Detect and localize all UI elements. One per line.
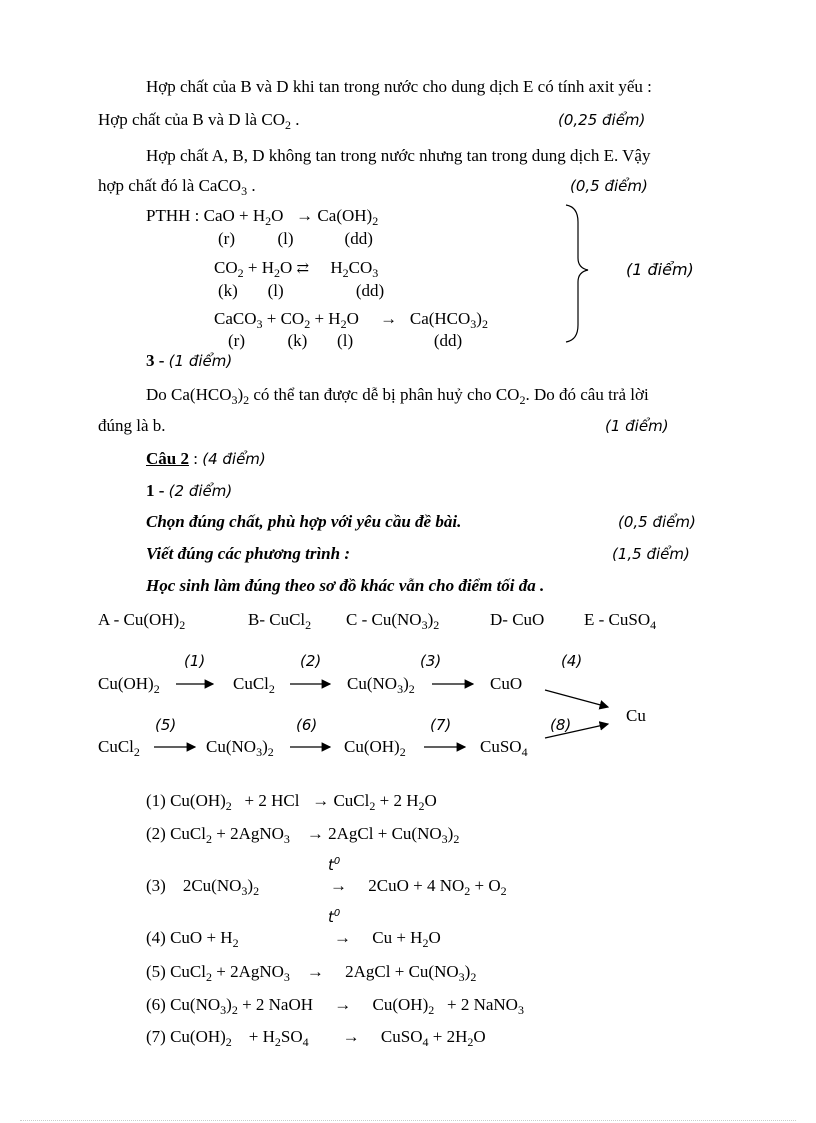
scheme-row2-cuso4: CuSO$_4$ [480,737,528,759]
score-1-part3: (1 điểm) [605,417,669,435]
substance-C: C - $Cu(NO_3)_2$ [346,610,440,632]
equation-3-rhs: → 2CuO + 4 $NO_2 + O_2$ [330,876,507,898]
pthh-equation-1-states: (r) (l) (dd) [218,229,373,248]
page-bottom-border [20,1120,796,1121]
pthh-equation-3: CaCO$_3$ + $CO_2 + H_2O$ → $Ca(HCO_3)_2$ [214,309,488,331]
paragraph-2-line-2: hợp chất đó là CaCO$_3$ . [98,176,256,198]
score-req2: (1,5 điểm) [612,545,690,563]
score-025: (0,25 điểm) [558,111,646,129]
scheme-row2-cuno32: $Cu(NO_3)_2$ [206,737,274,759]
pthh-equation-3-states: (r) (k) (l) (dd) [228,331,463,350]
score-1-ptth: (1 điểm) [626,260,694,279]
part3-heading: 3 - (1 điểm) [146,351,233,370]
scheme-row2-cuoh2: $Cu(OH)_2$ [344,737,406,759]
equation-3: (3) $2Cu(NO_3)_2$ [146,876,260,898]
step-label-7: (7) [430,716,452,734]
paragraph-1-line-2: Hợp chất của B và D là $CO_2$ . [98,110,300,132]
pthh-equation-1: PTHH : CaO + $H_2O \to Ca(OH)_2$ [146,206,379,228]
equation-7: (7) $Cu(OH)_2$ + $H_2SO_4$ → CuSO$_4$ + $2H_2O$ [146,1027,486,1049]
paragraph-2-line-1: Hợp chất A, B, D không tan trong nước nhưng tan trong dung dịch E. Vậy [146,146,651,165]
requirement-1: Chọn đúng chất, phù hợp với yêu cầu đề bài. [146,512,462,531]
part3-line-1: Do $Ca(HCO_3)_2$ có thể tan được dễ bị phân huỷ cho $CO_2$. Do đó câu trả lời [146,385,649,407]
scheme-row1-cuno32: $Cu(NO_3)_2$ [347,674,415,696]
equation-4: (4) CuO + $H_2$ [146,928,239,950]
arrow-4 [545,690,608,707]
step-label-6: (6) [296,716,318,734]
pthh-equation-2-states: (k) (l) (dd) [218,281,385,300]
score-05: (0,5 điểm) [570,177,648,195]
substance-E: E - CuSO$_4$ [584,610,657,632]
temp-label-4: $t^0$ [328,908,341,926]
requirement-3: Học sinh làm đúng theo sơ đồ khác vẫn cho điểm tối đa . [146,576,545,595]
substance-B: B- CuCl$_2$ [248,610,312,632]
substance-D: D- CuO [490,610,545,629]
paragraph-1-line-1: Hợp chất của B và D khi tan trong nước cho dung dịch E có tính axit yếu : [146,77,652,96]
equation-1: (1) $Cu(OH)_2 + 2$ HCl → CuCl$_2$ + 2 $H_2O$ [146,791,437,813]
equation-2: (2) CuCl$_2$ + 2AgNO$_3$ → 2AgCl + $Cu(NO_3)_2$ [146,824,460,846]
step-label-1: (1) [184,652,206,670]
equation-6: (6) $Cu(NO_3)_2 + 2$ NaOH → $Cu(OH)_2 + 2$ NaNO$_3$ [146,995,524,1017]
step-label-3: (3) [420,652,442,670]
equation-4-rhs: → $Cu + H_2O$ [334,928,441,950]
scheme-row2-cucl2: CuCl$_2$ [98,737,140,759]
cau2-part1-heading: 1 - (2 điểm) [146,481,233,500]
scheme-row1-cucl2: CuCl$_2$ [233,674,275,696]
scheme-product-cu: Cu [626,706,646,725]
scheme-row1-cuo: CuO [490,674,523,693]
step-label-4: (4) [561,652,583,670]
pthh-equation-2: $CO_2 + H_2O$ ⇄ $H_2CO_3$ [214,258,379,280]
ptth-brace [566,205,588,342]
step-label-2: (2) [300,652,322,670]
temp-label-3: $t^0$ [328,856,341,874]
equation-5: (5) CuCl$_2$ + 2AgNO$_3$ → 2AgCl + $Cu(NO_3)_2$ [146,962,477,984]
step-label-8: (8) [550,716,572,734]
cau2-heading: Câu 2 : (4 điểm) [146,449,266,468]
requirement-2: Viết đúng các phương trình : [146,544,350,563]
part3-line-2: đúng là b. [98,416,166,435]
score-req1: (0,5 điểm) [618,513,696,531]
substance-A: A - $Cu(OH)_2$ [98,610,186,632]
scheme-row1-cuoh2: $Cu(OH)_2$ [98,674,160,696]
step-label-5: (5) [155,716,177,734]
